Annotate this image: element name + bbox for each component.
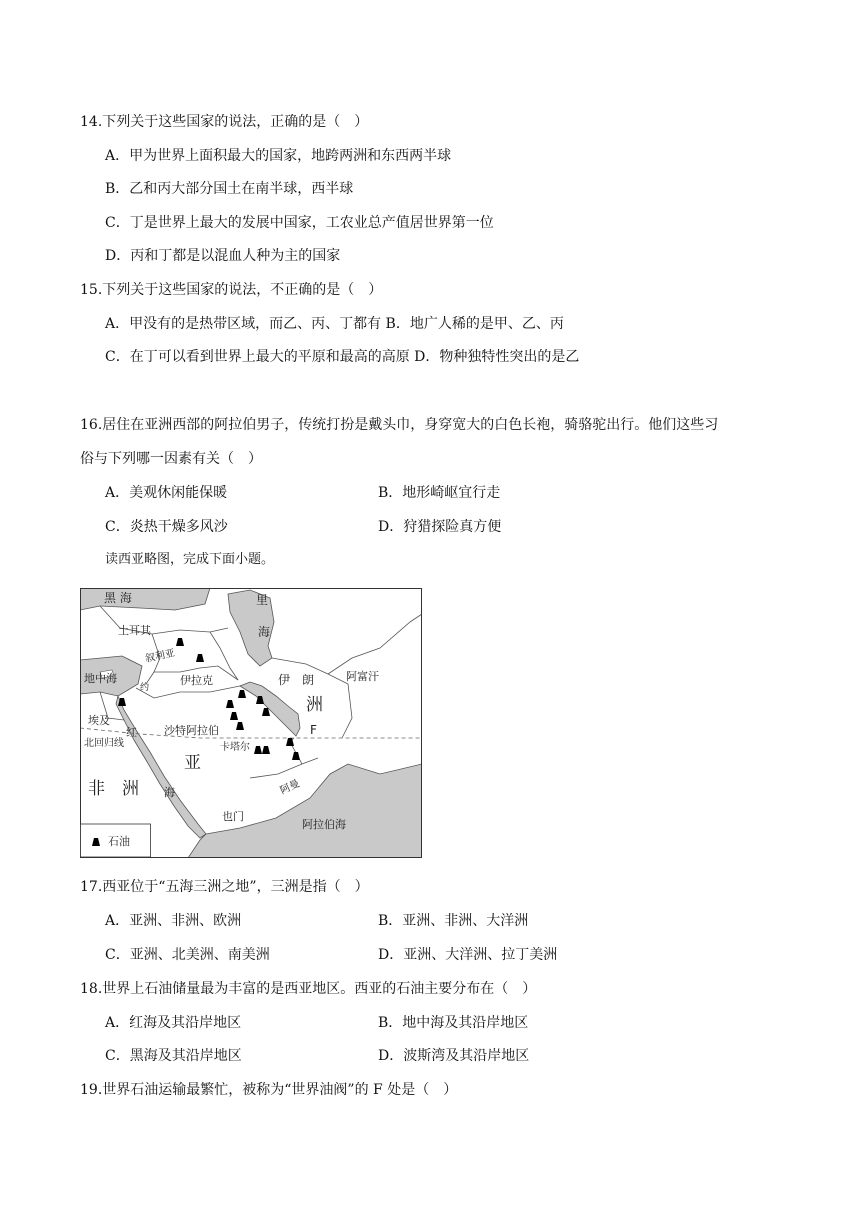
west-asia-map — [80, 588, 422, 858]
question-17-option-b: B．亚洲、非洲、大洋洲 — [378, 913, 529, 929]
question-17-option-a: A．亚洲、非洲、欧洲 — [105, 913, 242, 929]
label-red-sea-1: 红 — [126, 726, 137, 739]
label-egypt: 埃及 — [88, 714, 110, 727]
label-f: F — [310, 723, 317, 737]
question-15-stem: 15.下列关于这些国家的说法，不正确的是（ ） — [80, 282, 383, 298]
label-iraq: 伊拉克 — [180, 674, 213, 687]
question-16-stem-line1: 16.居住在亚洲西部的阿拉伯男子，传统打扮是戴头巾，身穿宽大的白色长袍，骑骆驼出行。他们这些习 — [80, 417, 719, 433]
label-tropic: 北回归线 — [84, 738, 124, 749]
label-afghanistan: 阿富汗 — [346, 670, 379, 683]
label-syria: 叙利亚 — [144, 647, 176, 665]
question-15-options-ab: A．甲没有的是热带区域，而乙、丙、丁都有 B．地广人稀的是甲、乙、丙 — [105, 316, 564, 332]
question-14-option-b: B．乙和丙大部分国土在南半球，西半球 — [105, 181, 354, 197]
label-asia-ya: 亚 — [184, 753, 201, 773]
label-caspian-1: 里 — [256, 593, 269, 607]
question-15-options-cd: C．在丁可以看到世界上最大的平原和最高的高原 D．物种独特性突出的是乙 — [105, 349, 580, 365]
label-yemen: 也门 — [222, 810, 244, 823]
question-16-option-c: C．炎热干燥多风沙 — [105, 519, 228, 535]
label-red-sea-2: 海 — [164, 786, 175, 799]
question-18-option-c: C．黑海及其沿岸地区 — [105, 1048, 242, 1064]
label-arabian-sea: 阿拉伯海 — [302, 818, 346, 831]
question-14-option-c: C．丁是世界上最大的发展中国家，工农业总产值居世界第一位 — [105, 215, 494, 231]
question-17-option-d: D．亚洲、大洋洲、拉丁美洲 — [378, 947, 558, 963]
question-18-option-a: A．红海及其沿岸地区 — [105, 1015, 242, 1031]
label-jordan: 约 — [140, 683, 150, 693]
label-iran: 伊 朗 — [278, 673, 315, 687]
label-asia-zhou: 洲 — [306, 695, 323, 715]
label-africa: 非 洲 — [88, 779, 139, 799]
label-qatar: 卡塔尔 — [220, 742, 250, 753]
label-caspian-2: 海 — [258, 625, 271, 639]
label-mediterranean: 地中海 — [84, 672, 117, 685]
question-16-option-b: B．地形崎岖宜行走 — [378, 485, 501, 501]
question-18-option-d: D．波斯湾及其沿岸地区 — [378, 1048, 530, 1064]
question-14-option-a: A．甲为世界上面积最大的国家，地跨两洲和东西两半球 — [105, 148, 452, 164]
label-turkey: 土耳其 — [118, 624, 151, 637]
label-oman: 阿曼 — [278, 778, 302, 797]
question-19-stem: 19.世界石油运输最繁忙，被称为“世界油阀”的 F 处是（ ） — [80, 1082, 458, 1098]
map-intro: 读西亚略图，完成下面小题。 — [105, 552, 275, 567]
question-18-option-b: B．地中海及其沿岸地区 — [378, 1015, 529, 1031]
question-17-option-c: C．亚洲、北美洲、南美洲 — [105, 947, 270, 963]
question-16-option-d: D．狩猎探险真方便 — [378, 519, 502, 535]
question-18-stem: 18.世界上石油储量最为丰富的是西亚地区。西亚的石油主要分布在（ ） — [80, 981, 537, 997]
question-14-stem: 14.下列关于这些国家的说法，正确的是（ ） — [80, 114, 369, 130]
question-17-stem: 17.西亚位于“五海三洲之地”，三洲是指（ ） — [80, 879, 369, 895]
legend-oil-label: 石油 — [108, 835, 130, 848]
question-14-option-d: D．丙和丁都是以混血人种为主的国家 — [105, 248, 341, 264]
question-16-option-a: A．美观休闲能保暖 — [105, 485, 228, 501]
question-16-stem-line2: 俗与下列哪一因素有关（ ） — [80, 451, 262, 467]
label-saudi: 沙特阿拉伯 — [164, 724, 219, 737]
label-black-sea: 黑 海 — [104, 591, 132, 605]
